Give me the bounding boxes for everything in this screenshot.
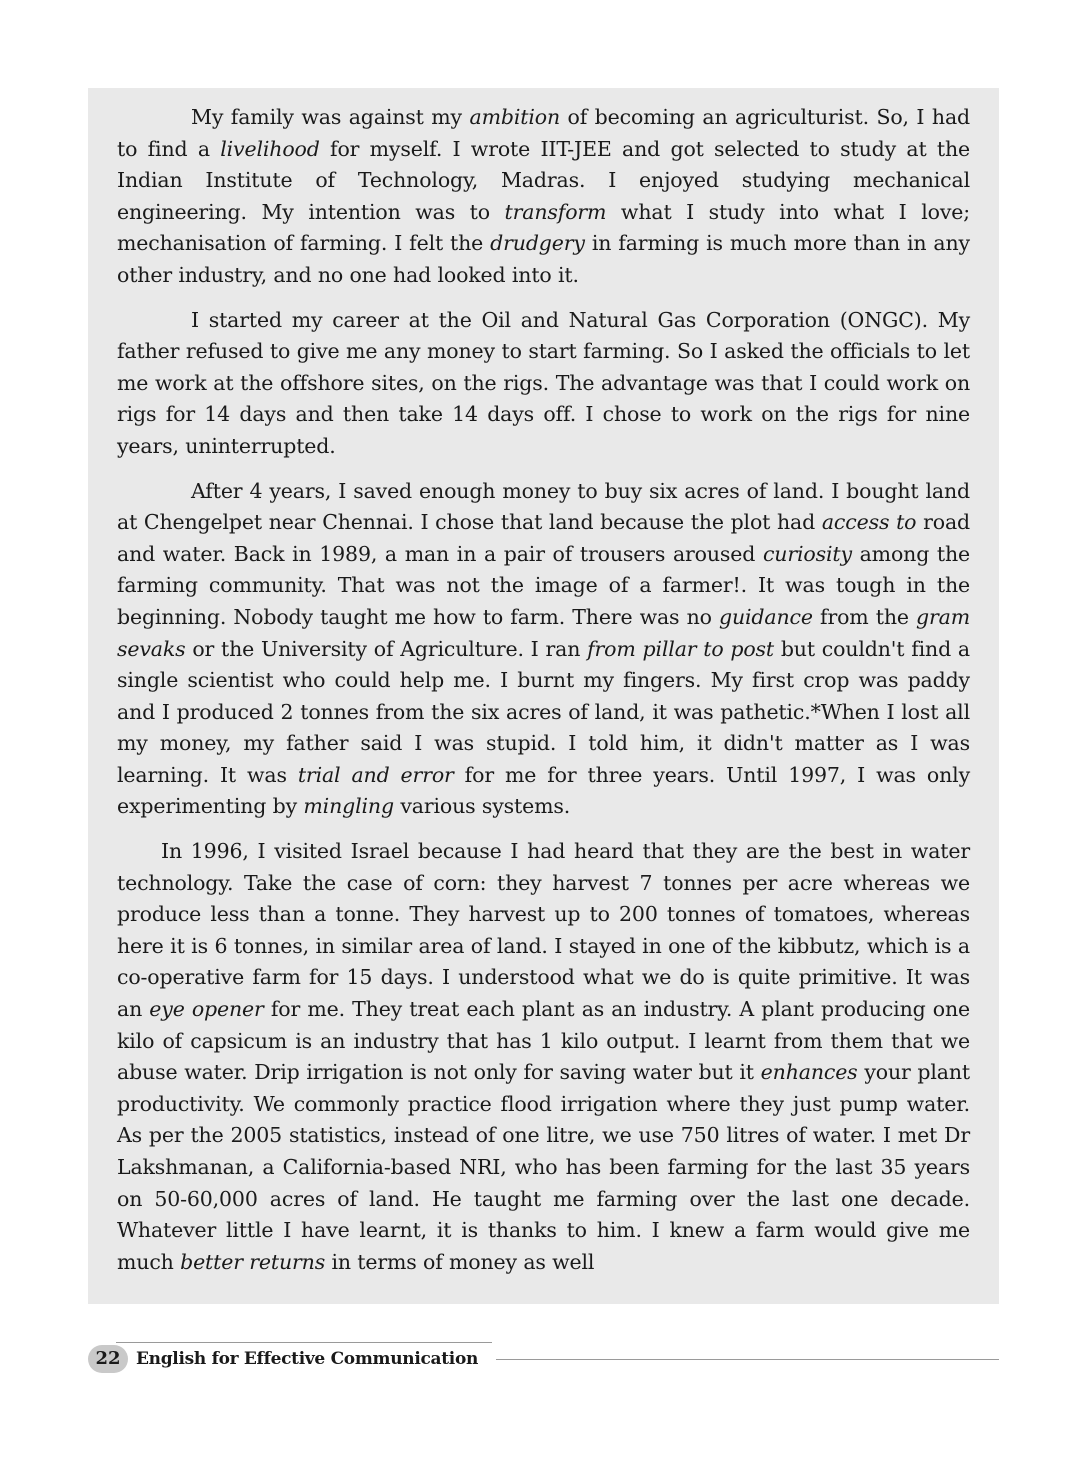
text-run: various systems. bbox=[393, 794, 571, 819]
text-run: for myself. I wrote IIT-JEE and got selected to study at the Indian Institute of Technology, Madras. I enjoyed studying mechanical engineering. My intention was to bbox=[117, 136, 970, 224]
text-run: of becoming an agriculturist. So, I had to find a bbox=[117, 105, 970, 161]
book-title: English for Effective Communication bbox=[136, 1349, 479, 1369]
paragraph bbox=[117, 476, 970, 824]
emphasized-phrase: access to bbox=[821, 510, 917, 535]
emphasized-phrase: mingling bbox=[303, 794, 394, 819]
paragraph bbox=[117, 836, 970, 1278]
text-run: what I study into what I love; mechanisation of farming. I felt the bbox=[117, 199, 970, 256]
reading-passage bbox=[117, 102, 970, 1278]
text-run: in farming is much more than in any other industry, and no one had looked into it. bbox=[117, 231, 970, 287]
footer-top-divider bbox=[116, 1342, 492, 1343]
text-run: After 4 years, I saved enough money to buy six acres of land. I bought land at Chengelpet near Chennai. I chose that land because the plot had bbox=[117, 478, 970, 535]
text-run: your plant productivity. We commonly practice flood irrigation where they just pump water. As per the 2005 statistics, instead of one litre, we use 750 litres of water. I met Dr Lakshmanan, a California-based NRI, who has been farming for the last 35 years on 50-60,000 acres of land. He taught me farming over the last one decade. Whatever little I have learnt, it is thanks to him. I knew a farm would give me much bbox=[117, 1060, 970, 1274]
text-run: for me for three years. Until 1997, I was only experimenting by bbox=[117, 762, 971, 819]
emphasized-phrase: guidance bbox=[719, 604, 813, 629]
emphasized-phrase: better returns bbox=[180, 1249, 326, 1274]
reading-passage-box bbox=[88, 88, 999, 1304]
text-run: for me. They treat each plant as an industry. A plant producing one kilo of capsicum is an industry that has 1 kilo output. I learnt from them that we abuse water. Drip irrigation is not only for saving water but it bbox=[117, 997, 971, 1085]
text-run: but couldn't find a single scientist who could help me. I burnt my fingers. My first crop was paddy and I produced 2 tonnes from the six acres of land, it was pathetic.*When I lost all my money, my father said I was stupid. I told him, it didn't matter as I was learning. It was bbox=[117, 636, 970, 787]
emphasized-phrase: ambition bbox=[469, 105, 560, 129]
paragraph bbox=[117, 305, 970, 463]
text-run: I started my career at the Oil and Natural Gas Corporation (ONGC). My father refused to give me any money to start farming. So I asked the officials to let me work at the offshore sites, on the rigs. The advantage was that I could work on rigs for 14 days and then take 14 days off. I chose to work on the rigs for nine years, uninterrupted. bbox=[117, 307, 970, 458]
emphasized-phrase: drudgery bbox=[490, 231, 585, 256]
page-footer bbox=[88, 1340, 999, 1380]
emphasized-phrase: enhances bbox=[760, 1060, 858, 1085]
paragraph bbox=[117, 102, 970, 292]
emphasized-phrase: curiosity bbox=[762, 541, 852, 566]
text-run: My family was against my bbox=[191, 105, 470, 129]
text-run: among the farming community. That was not the image of a farmer!. It was tough in the beginning. Nobody taught me how to farm. There was no bbox=[117, 541, 971, 629]
emphasized-phrase: livelihood bbox=[220, 136, 320, 161]
page-number: 22 bbox=[88, 1345, 128, 1373]
emphasized-phrase: eye opener bbox=[149, 997, 264, 1022]
emphasized-phrase: transform bbox=[504, 199, 607, 224]
emphasized-phrase: trial and error bbox=[297, 762, 454, 787]
text-run: or the University of Agriculture. I ran bbox=[185, 636, 588, 661]
emphasized-phrase: from pillar to post bbox=[587, 636, 774, 661]
emphasized-phrase: gram sevaks bbox=[117, 604, 970, 661]
text-run: In 1996, I visited Israel because I had heard that they are the best in water technology. Take the case of corn: they harvest 7 tonnes per acre whereas we produce less than a tonne. They harvest up to 200 tonnes of tomatoes, whereas here it is 6 tonnes, in similar area of land. I stayed in one of the kibbutz, which is a co-operative farm for 15 days. I understood what we do is quite primitive. It was an bbox=[117, 839, 970, 1022]
text-run: from the bbox=[812, 604, 917, 629]
text-run: road and water. Back in 1989, a man in a pair of trousers aroused bbox=[117, 510, 971, 566]
text-run: in terms of money as well bbox=[325, 1249, 595, 1274]
footer-divider bbox=[496, 1359, 999, 1360]
